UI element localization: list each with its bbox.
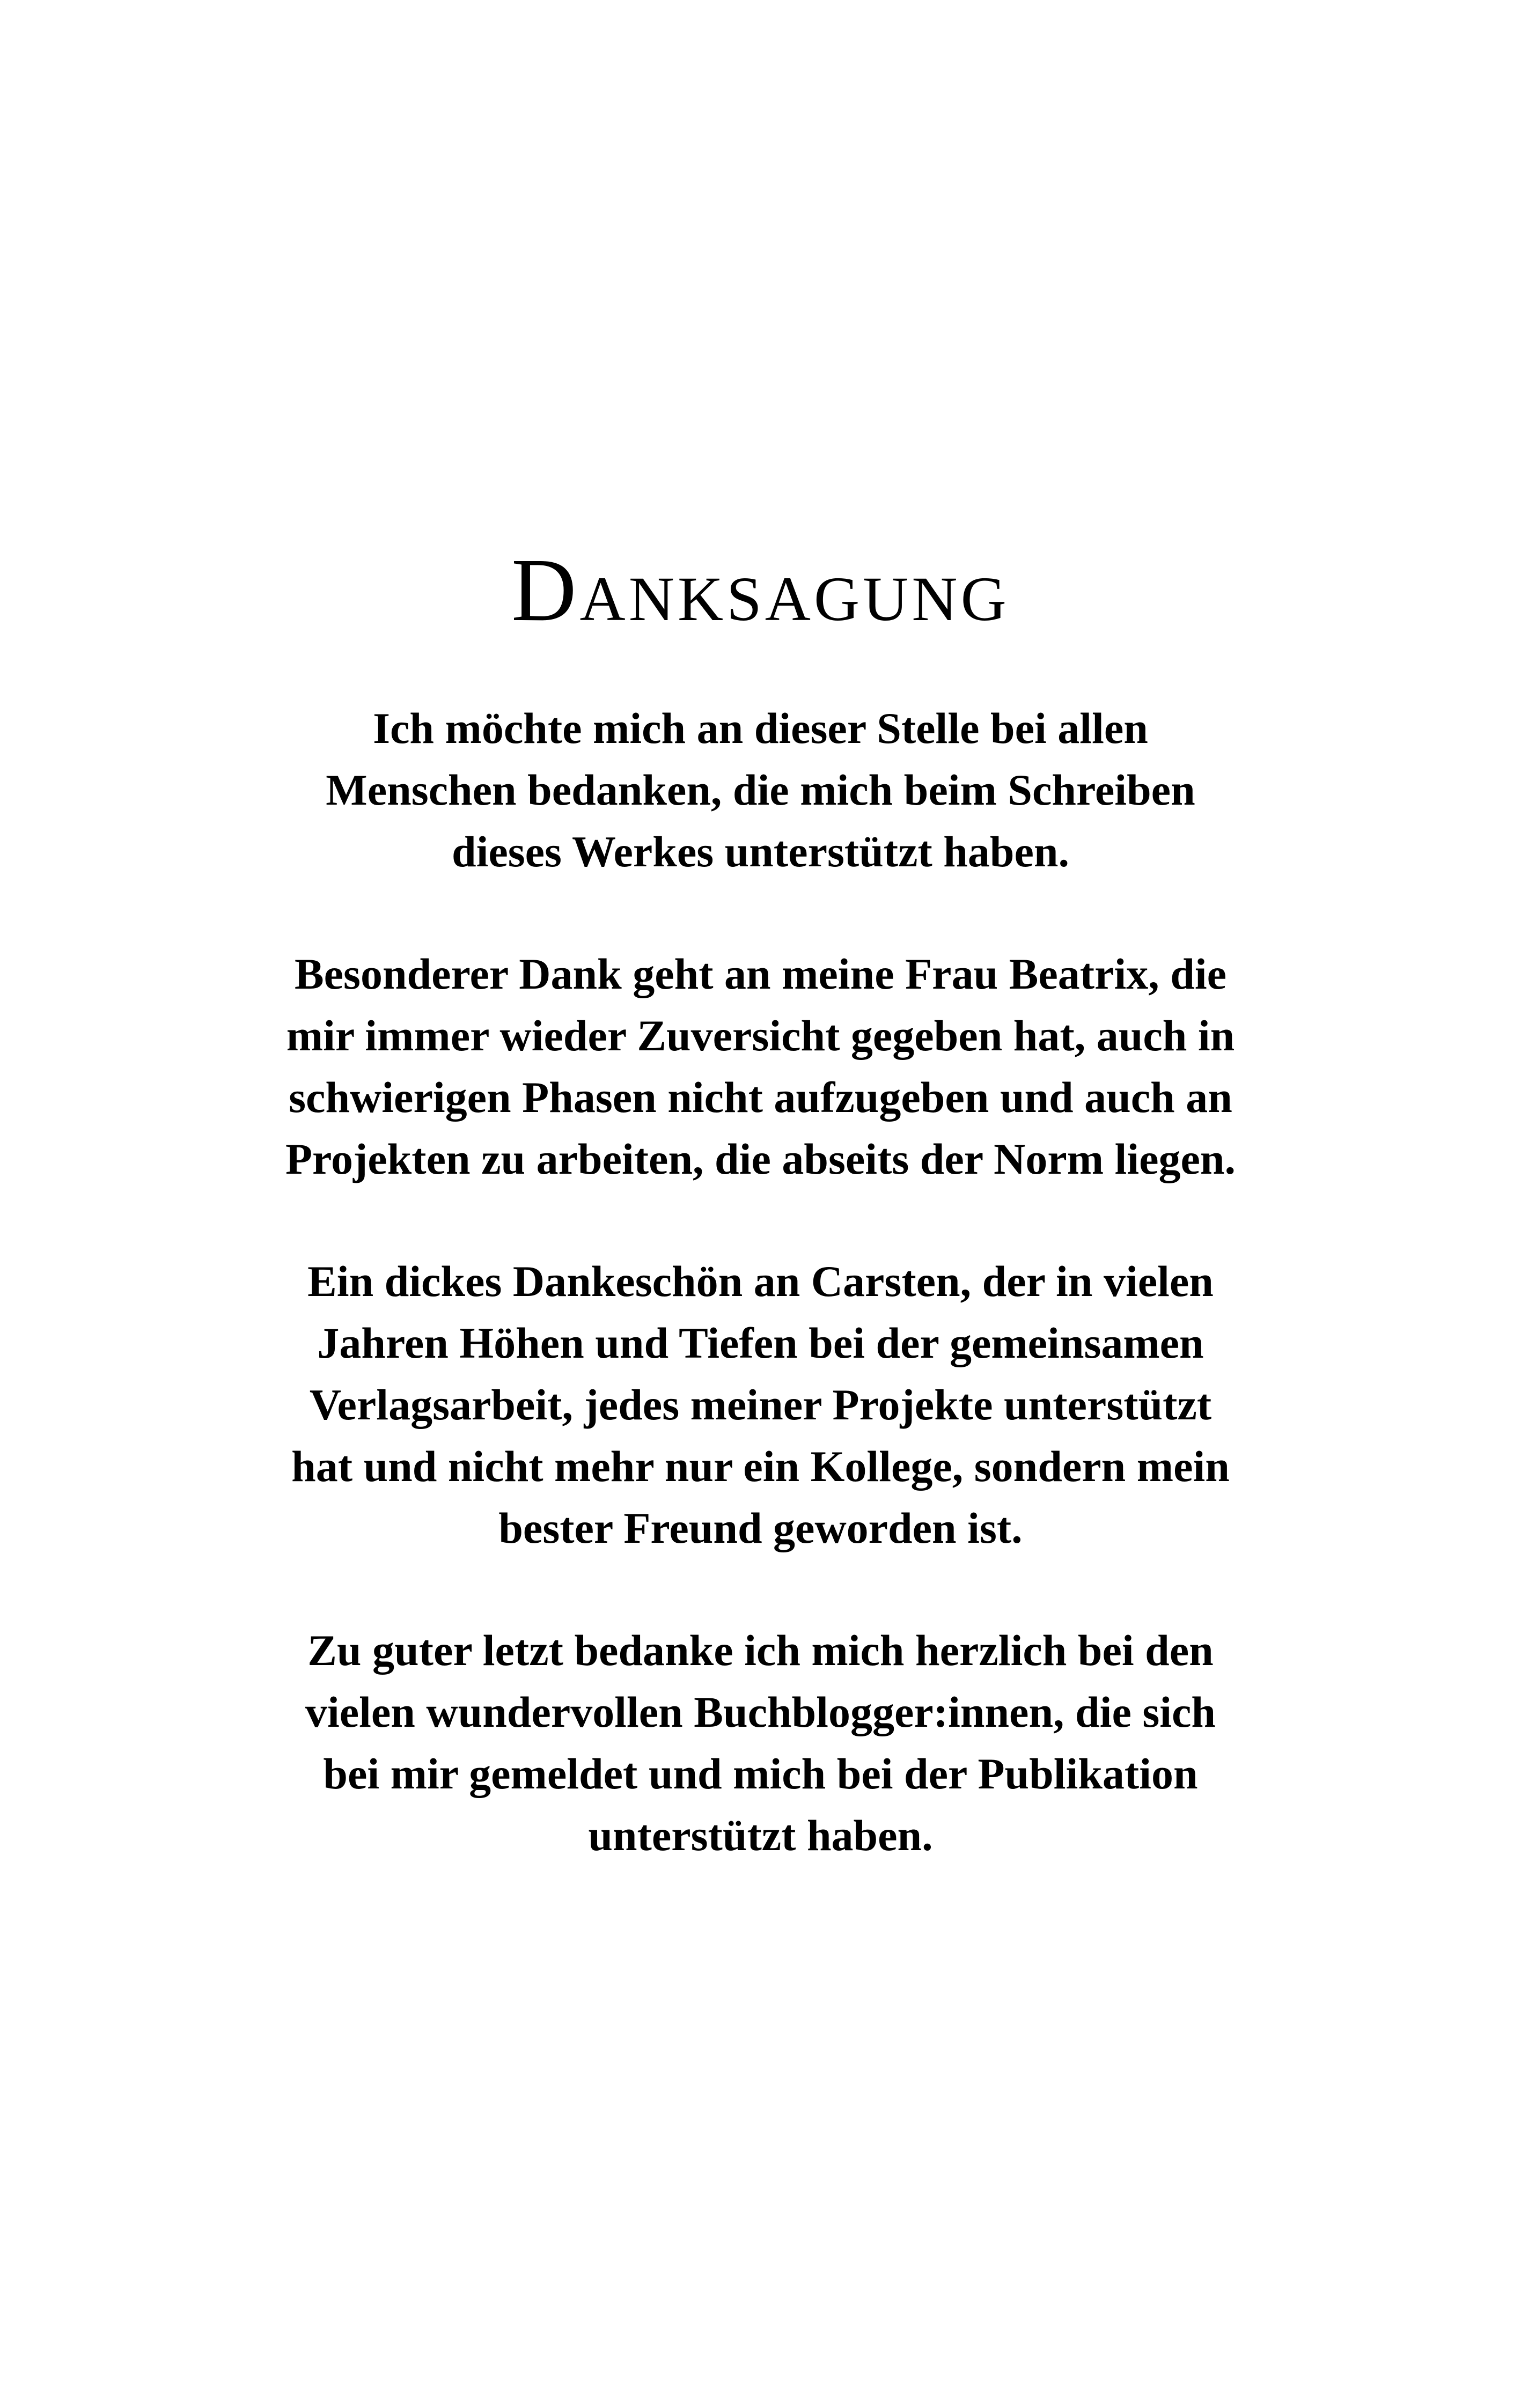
paragraph-line: dieses Werkes unterstützt haben. [451,827,1070,876]
paragraph-1 [204,697,1317,882]
paragraph-line: Besonderer Dank geht an meine Frau Beatrix, die [294,949,1227,998]
paragraph-line: hat und nicht mehr nur ein Kollege, sondern mein [291,1442,1230,1491]
acknowledgement-text [204,697,1317,1927]
paragraph-line: Zu guter letzt bedanke ich mich herzlich bei den [307,1626,1214,1675]
paragraph-2 [204,943,1317,1190]
paragraph-3 [204,1250,1317,1559]
paragraph-line: Verlagsarbeit, jedes meiner Projekte unterstützt [309,1380,1212,1429]
paragraph-line: vielen wundervollen Buchblogger:innen, die sich [305,1688,1216,1736]
paragraph-line: Projekten zu arbeiten, die abseits der Norm liegen. [285,1135,1236,1183]
paragraph-line: Menschen bedanken, die mich beim Schreiben [326,765,1195,814]
paragraph-line: Ich möchte mich an dieser Stelle bei allen [373,704,1148,753]
paragraph-line: unterstützt haben. [588,1811,933,1860]
paragraph-line: Jahren Höhen und Tiefen bei der gemeinsamen [317,1319,1204,1367]
paragraph-line: bester Freund geworden ist. [498,1504,1023,1552]
paragraph-line: bei mir gemeldet und mich bei der Publikation [323,1749,1198,1798]
page-title: Danksagung [511,540,1010,640]
paragraph-line: schwierigen Phasen nicht aufzugeben und auch an [289,1073,1232,1122]
paragraph-4 [204,1619,1317,1866]
paragraph-line: mir immer wieder Zuversicht gegeben hat, auch in [286,1011,1235,1060]
paragraph-line: Ein dickes Dankeschön an Carsten, der in vielen [307,1257,1214,1306]
